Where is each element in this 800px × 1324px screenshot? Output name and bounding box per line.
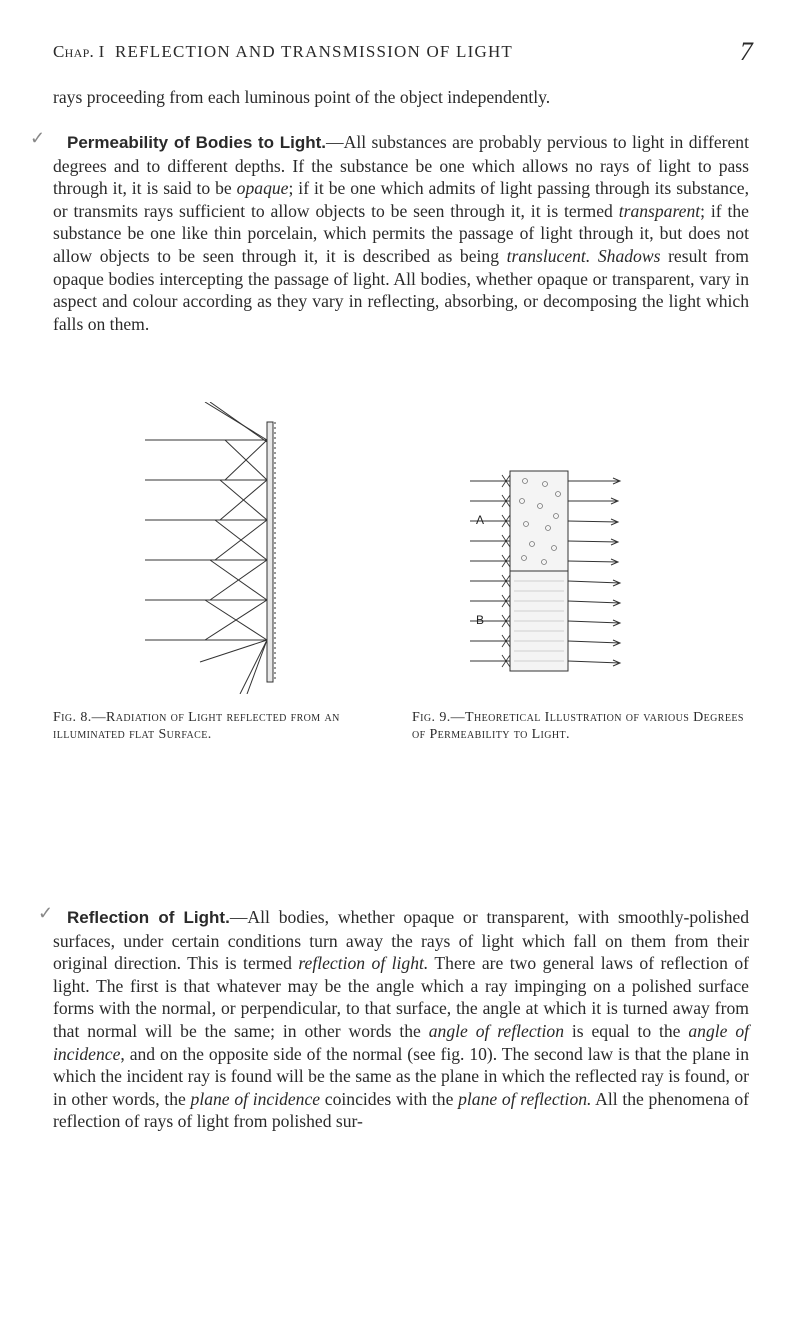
text-run: coincides with the [320, 1088, 459, 1109]
paragraph-reflection [53, 906, 749, 1133]
text-run: —All bodies, whether opaque or transparent, with smoothly-polished surfaces, under certain conditions turn away the rays of light which fall on them from their original direction. This is termed [53, 907, 749, 974]
term-shadows: Shadows [597, 245, 661, 266]
section-heading-permeability: Permeability of Bodies to Light. [67, 133, 327, 152]
label-b: B [476, 613, 485, 627]
text-run: is equal to the [564, 1020, 689, 1041]
chapter-title: REFLECTION AND TRANSMISSION OF LIGHT [115, 42, 514, 61]
figure-8-caption: Fig. 8.—Radiation of Light reflected from an illuminated flat Surface. [53, 710, 340, 742]
term-angle-of-incidence: angle of incidence [53, 1020, 750, 1064]
reflected-ray [210, 402, 267, 442]
reflected-ray [205, 402, 267, 440]
term-plane-of-incidence: plane of incidence [190, 1088, 321, 1109]
figure-8-reflection-diagram [145, 402, 335, 694]
paragraph-continuation: rays proceeding from each luminous point of the object independently. [53, 87, 551, 107]
chapter-label: Chap. I [53, 42, 105, 61]
label-a: A [476, 513, 485, 527]
pencil-tick-mark: ✓ [38, 903, 54, 923]
term-angle-of-reflection: angle of reflection [428, 1020, 565, 1041]
reflected-ray [247, 640, 267, 694]
section-heading-reflection: Reflection of Light. [67, 908, 230, 927]
figure-9-permeability-diagram [470, 466, 650, 676]
term-translucent: translucent. [506, 245, 591, 266]
page-number: 7 [739, 37, 753, 66]
text-run: All the phenomena of reflection of rays of light from polished sur- [53, 1088, 749, 1132]
term-transparent: transparent [618, 200, 701, 221]
term-reflection-of-light: reflection of light. [298, 953, 429, 974]
text-run: , and on the opposite side of the normal (see fig. 10). The second law is that the plane in which the incident ray is found will be the same as the plane in which the reflected ray is found, or in other words, the [53, 1043, 749, 1109]
reflected-ray [200, 640, 267, 662]
running-head [53, 37, 753, 82]
paragraph-permeability [53, 131, 749, 335]
pencil-tick-mark: ✓ [30, 128, 46, 148]
term-opaque: opaque [236, 178, 289, 199]
term-plane-of-reflection: plane of reflection. [458, 1088, 592, 1109]
text-run: result from opaque bodies intercepting the passage of light. All bodies, whether opaque or transparent, vary in aspect and colour according as they vary in reflecting, absorbing, or decomposing the light which falls on them. [53, 245, 749, 334]
reflecting-surface [267, 422, 273, 682]
text-run: There are two general laws of reflection of light. The first is that whatever may be the angle which a ray impinging on a polished surface forms with the normal, or perpendicular, to that surface, the angle at which it is turned away from that normal will be the same; in other words the [53, 953, 750, 1041]
figure-9-caption: Fig. 9.—Theoretical Illustration of various Degrees of Permeability to Light. [412, 710, 744, 742]
text-run: ; if it be one which admits of light passing through its substance, or transmits rays sufficient to allow objects to be seen through it, it is termed [53, 178, 749, 221]
text-run: ; if the substance be one like thin porcelain, which permits the passage of light through it, but does not allow objects to be seen through it, it is described as being [53, 200, 749, 266]
reflected-ray [240, 640, 267, 694]
text-run: —All substances are probably pervious to light in different degrees and to different depths. If the substance be one which allows no rays of light to pass through it, it is said to be [53, 132, 749, 199]
